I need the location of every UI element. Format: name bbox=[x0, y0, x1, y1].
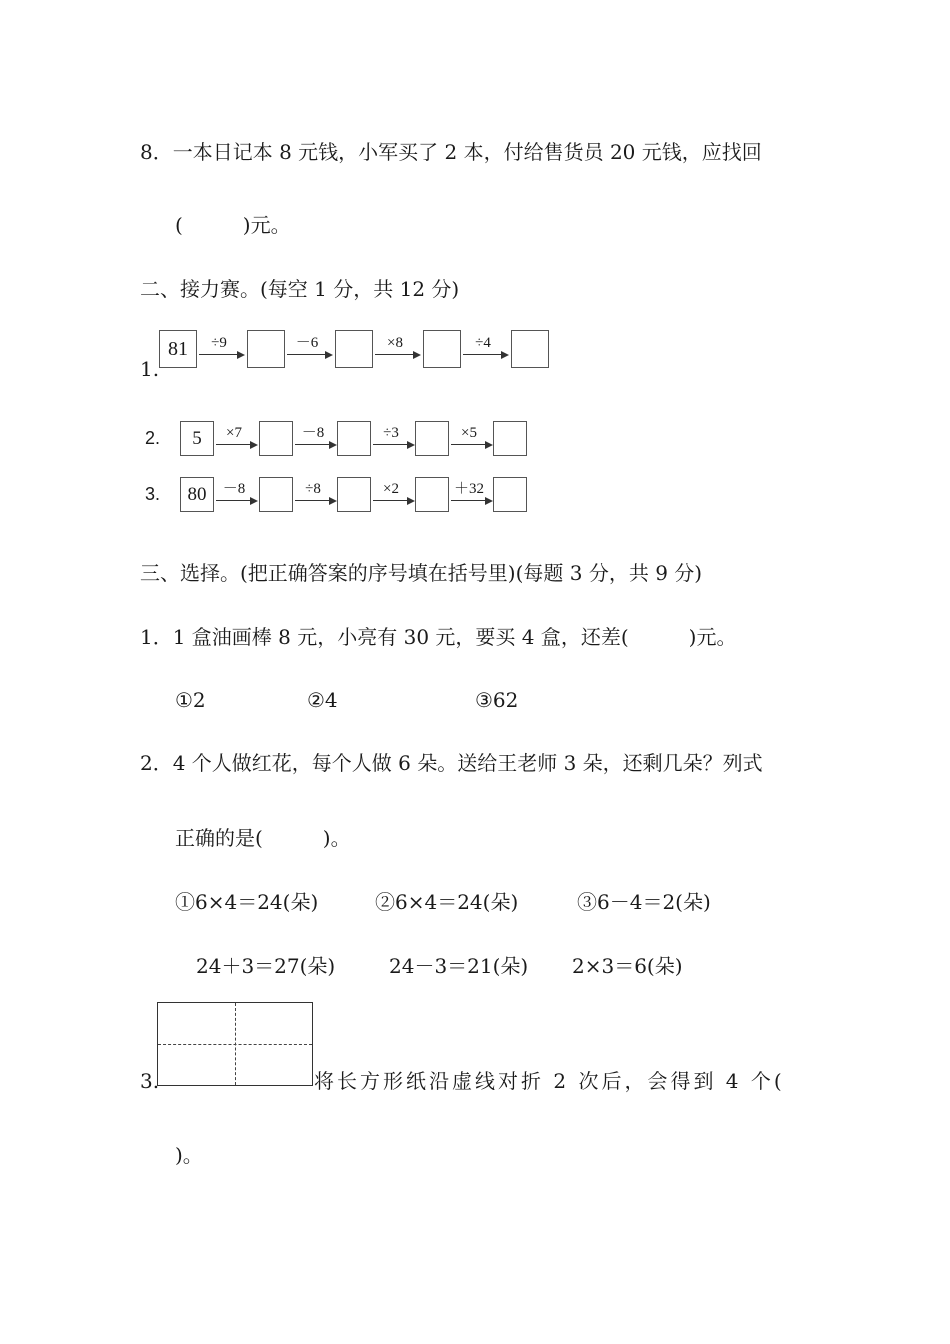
chain2-arrow-4 bbox=[451, 425, 493, 448]
s3-q2-option-3-step2: 2×3＝6(朵) bbox=[572, 954, 683, 978]
folded-paper-rectangle-figure bbox=[157, 1002, 313, 1086]
chain2-op-3: ÷3 bbox=[383, 425, 399, 441]
chain2-answer-box-1[interactable] bbox=[259, 421, 293, 456]
chain1-arrow-2 bbox=[287, 335, 333, 358]
s3-q2-line1: 2．4 个人做红花，每个人做 6 朵。送给王老师 3 朵，还剩几朵？列式 bbox=[140, 751, 763, 775]
q8-answer-line: ( )元。 bbox=[175, 213, 291, 237]
s3-q3-line2: )。 bbox=[175, 1143, 203, 1167]
chain2-op-2: －8 bbox=[301, 425, 325, 441]
chain2-op-4: ×5 bbox=[461, 425, 477, 441]
chain1-answer-box-3[interactable] bbox=[423, 330, 461, 368]
chain3-op-4: ＋32 bbox=[453, 481, 484, 497]
s3-q1-option-3[interactable]: ③62 bbox=[475, 688, 519, 712]
chain2-op-1: ×7 bbox=[226, 425, 242, 441]
s3-q1-option-1[interactable]: ①2 bbox=[175, 688, 206, 712]
section3-heading: 三、选择。(把正确答案的序号填在括号里)(每题 3 分，共 9 分) bbox=[140, 561, 703, 585]
chain3-op-1: －8 bbox=[222, 481, 246, 497]
chain3-arrow-4 bbox=[451, 481, 493, 504]
chain3-op-2: ÷8 bbox=[305, 481, 321, 497]
chain2-answer-box-2[interactable] bbox=[337, 421, 371, 456]
chain3-number: 3. bbox=[145, 484, 161, 504]
chain1-op-3: ×8 bbox=[387, 335, 403, 351]
chain1-op-4: ÷4 bbox=[475, 335, 491, 351]
chain2-arrow-3 bbox=[373, 425, 415, 448]
s3-q2-line2: 正确的是( )。 bbox=[175, 826, 351, 850]
chain2-start-box: 5 bbox=[180, 421, 214, 456]
s3-q2-option-1-step2: 24＋3＝27(朵) bbox=[196, 954, 336, 978]
chain3-answer-box-4[interactable] bbox=[493, 477, 527, 512]
chain3-answer-box-3[interactable] bbox=[415, 477, 449, 512]
chain3-answer-box-2[interactable] bbox=[337, 477, 371, 512]
chain2-answer-box-4[interactable] bbox=[493, 421, 527, 456]
chain2-number: 2. bbox=[145, 428, 161, 448]
s3-q2-option-1[interactable]: ①6×4＝24(朵) bbox=[175, 890, 319, 914]
section2-heading: 二、接力赛。(每空 1 分，共 12 分) bbox=[140, 277, 460, 301]
chain1-op-2: －6 bbox=[295, 335, 319, 351]
chain2-arrow-2 bbox=[295, 425, 337, 448]
chain3-answer-box-1[interactable] bbox=[259, 477, 293, 512]
chain1-answer-box-2[interactable] bbox=[335, 330, 373, 368]
s3-q2-option-2[interactable]: ②6×4＝24(朵) bbox=[375, 890, 519, 914]
chain3-arrow-3 bbox=[373, 481, 415, 504]
chain1-number: 1. bbox=[140, 357, 160, 381]
chain1-answer-box-1[interactable] bbox=[247, 330, 285, 368]
chain1-arrow-3 bbox=[375, 335, 421, 358]
chain3-arrow-2 bbox=[295, 481, 337, 504]
chain1-answer-box-4[interactable] bbox=[511, 330, 549, 368]
s3-q1-option-2[interactable]: ②4 bbox=[307, 688, 338, 712]
chain1-op-1: ÷9 bbox=[211, 335, 227, 351]
q8-line1: 8．一本日记本 8 元钱，小军买了 2 本，付给售货员 20 元钱，应找回 bbox=[140, 140, 762, 164]
s3-q3-number: 3. bbox=[140, 1069, 160, 1093]
chain1-start-box: 81 bbox=[159, 330, 197, 368]
chain3-op-3: ×2 bbox=[383, 481, 399, 497]
chain2-arrow-1 bbox=[216, 425, 258, 448]
s3-q1-text: 1．1 盒油画棒 8 元，小亮有 30 元，要买 4 盒，还差( )元。 bbox=[140, 625, 737, 649]
chain3-start-box: 80 bbox=[180, 477, 214, 512]
s3-q2-option-3[interactable]: ③6－4＝2(朵) bbox=[577, 890, 711, 914]
chain2-answer-box-3[interactable] bbox=[415, 421, 449, 456]
chain3-arrow-1 bbox=[216, 481, 258, 504]
chain1-arrow-1 bbox=[199, 335, 245, 358]
horizontal-fold-line bbox=[158, 1044, 312, 1045]
chain1-arrow-4 bbox=[463, 335, 509, 358]
s3-q3-text: 将长方形纸沿虚线对折 2 次后，会得到 4 个( bbox=[314, 1069, 785, 1093]
s3-q2-option-2-step2: 24－3＝21(朵) bbox=[389, 954, 529, 978]
